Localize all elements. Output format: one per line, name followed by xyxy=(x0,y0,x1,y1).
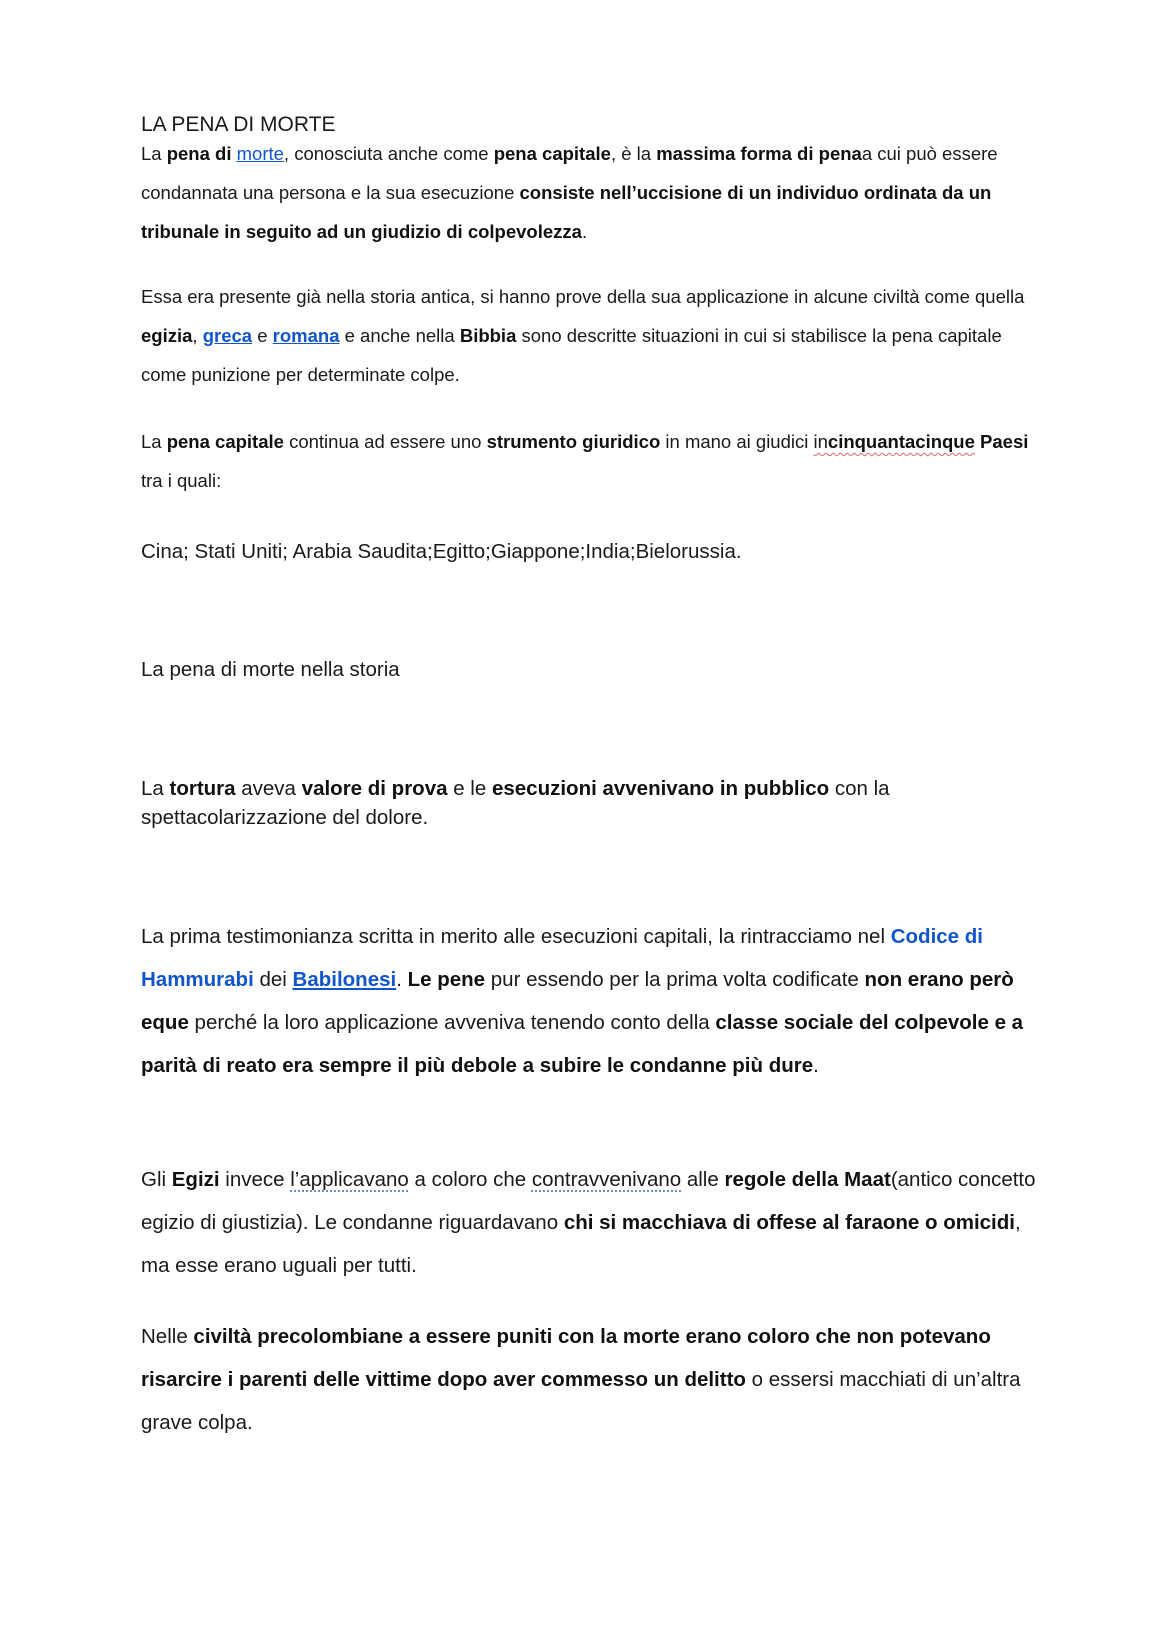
paragraph-history xyxy=(141,277,1041,394)
text: a coloro che xyxy=(408,1168,532,1191)
text: . xyxy=(396,968,408,991)
text: sono descritte situazioni in cui si stabilisce la pena capitale come punizione per determinate colpe. xyxy=(141,325,1002,385)
link-morte[interactable]: morte xyxy=(236,143,284,164)
bold-text: Paesi xyxy=(980,431,1029,452)
bold-text: cinquantacinque xyxy=(827,431,975,452)
text: e le xyxy=(447,777,492,800)
bold-text: Bibbia xyxy=(459,325,517,346)
text: a cui può essere condannata una persona e la sua esecuzione xyxy=(141,143,998,203)
text: La prima testimonianza scritta in merito alle esecuzioni capitali, la rintracciamo nel xyxy=(141,925,891,948)
text: . xyxy=(813,1054,819,1077)
text: continua ad essere uno xyxy=(283,431,487,452)
document-title: LA PENA DI MORTE xyxy=(141,113,336,136)
paragraph-definition xyxy=(141,134,1041,251)
text: alle xyxy=(681,1168,725,1191)
paragraph-countries-intro xyxy=(141,422,1041,500)
bold-text: strumento giuridico xyxy=(486,431,661,452)
text: in mano ai giudici xyxy=(660,431,814,452)
text: La xyxy=(141,431,167,452)
paragraph-countries-list: Cina; Stati Uniti; Arabia Saudita;Egitto;Giappone;India;Bielorussia. xyxy=(141,540,742,563)
text: e anche nella xyxy=(339,325,460,346)
bold-text: regole della Maat xyxy=(724,1168,891,1191)
section-subtitle: La pena di morte nella storia xyxy=(141,658,400,681)
text: La xyxy=(141,143,167,164)
bold-text: pena capitale xyxy=(493,143,611,164)
bold-text: egizia xyxy=(141,325,193,346)
text: , è la xyxy=(610,143,657,164)
grammar-suggestion: l’applicavano xyxy=(290,1168,409,1191)
text: aveva xyxy=(235,777,302,800)
bold-text: massima forma di pena xyxy=(656,143,862,164)
text: , conosciuta anche come xyxy=(283,143,494,164)
bold-text: non erano però eque xyxy=(141,968,1014,1034)
text: Nelle xyxy=(141,1325,194,1348)
text: invece xyxy=(219,1168,291,1191)
link-babilonesi[interactable]: Babilonesi xyxy=(292,968,397,991)
text: con la spettacolarizzazione del dolore. xyxy=(141,777,890,829)
paragraph-egizi xyxy=(141,1158,1041,1287)
bold-text: consiste nell’uccisione di un individuo ordinata da un tribunale in seguito ad un giudizio di colpevolezza xyxy=(141,182,992,242)
bold-text: valore di prova xyxy=(301,777,448,800)
text: o essersi macchiati di un’altra grave colpa. xyxy=(141,1368,1021,1434)
link-greca[interactable]: greca xyxy=(202,325,253,346)
grammar-suggestion: contravvenivano xyxy=(531,1168,682,1191)
bold-text: pena di xyxy=(166,143,232,164)
text: . xyxy=(581,221,588,242)
bold-text: civiltà precolombiane a essere puniti con la morte erano coloro che non potevano risarcire i parenti delle vittime dopo aver commesso un delitto xyxy=(141,1325,991,1391)
link-romana[interactable]: romana xyxy=(272,325,340,346)
paragraph-torture xyxy=(141,774,1041,832)
spellcheck-text: incinquantacinque xyxy=(813,431,975,452)
bold-text: Le pene xyxy=(407,968,486,991)
text: La xyxy=(141,777,170,800)
text: Essa era presente già nella storia antica, si hanno prove della sua applicazione in alcune civiltà come quella xyxy=(141,286,1025,307)
text: Gli xyxy=(141,1168,172,1191)
text: perché la loro applicazione avveniva tenendo conto della xyxy=(188,1011,716,1034)
highlight-codice-hammurabi: Codice di Hammurabi xyxy=(141,925,983,991)
bold-text: pena capitale xyxy=(166,431,284,452)
bold-text: Egizi xyxy=(171,1168,220,1191)
text: tra i quali: xyxy=(141,470,222,491)
paragraph-hammurabi xyxy=(141,915,1041,1087)
text: (antico concetto egizio di giustizia). Le condanne riguardavano xyxy=(141,1168,1036,1234)
bold-text: tortura xyxy=(169,777,236,800)
text: e xyxy=(252,325,273,346)
paragraph-precolombiane xyxy=(141,1315,1041,1444)
bold-text: esecuzioni avvenivano in pubblico xyxy=(491,777,830,800)
text: , xyxy=(192,325,203,346)
bold-text: classe sociale del colpevole e a parità di reato era sempre il più debole a subire le condanne più dure xyxy=(141,1011,1024,1077)
text: , ma esse erano uguali per tutti. xyxy=(141,1211,1021,1277)
bold-text: chi si macchiava di offese al faraone o omicidi xyxy=(563,1211,1015,1234)
text: dei xyxy=(253,968,293,991)
text: pur essendo per la prima volta codificate xyxy=(485,968,865,991)
